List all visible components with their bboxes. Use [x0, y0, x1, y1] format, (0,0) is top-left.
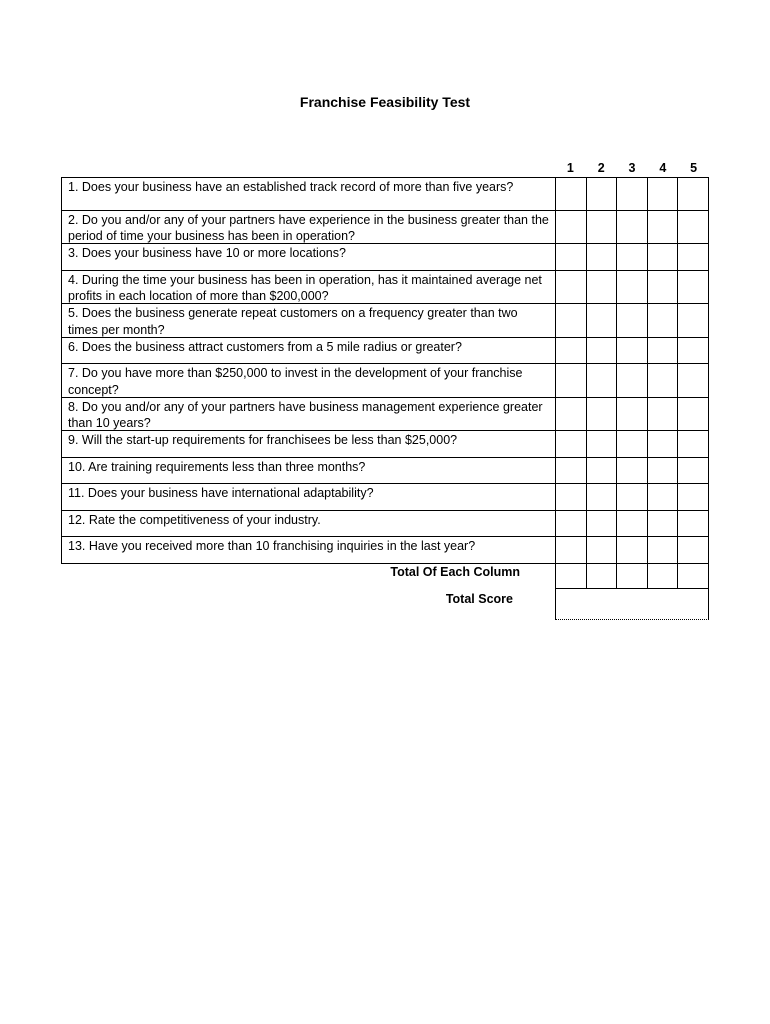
column-header-5: 5 [690, 161, 698, 175]
rating-cell-4[interactable] [648, 364, 679, 397]
rating-cell-5[interactable] [678, 458, 708, 484]
column-total-cells [555, 562, 709, 589]
column-total-cell-2[interactable] [587, 562, 618, 588]
rating-cell-2[interactable] [587, 364, 618, 397]
rating-cell-4[interactable] [648, 398, 679, 431]
rating-cells [556, 211, 708, 244]
column-header-4: 4 [659, 161, 667, 175]
rating-cell-3[interactable] [617, 431, 648, 457]
rating-cell-1[interactable] [556, 244, 587, 270]
rating-cell-3[interactable] [617, 178, 648, 210]
rating-cell-4[interactable] [648, 484, 679, 510]
rating-cells [556, 537, 708, 563]
rating-cell-5[interactable] [678, 304, 708, 337]
rating-cell-4[interactable] [648, 458, 679, 484]
question-table [61, 177, 709, 564]
rating-cell-1[interactable] [556, 431, 587, 457]
rating-cell-5[interactable] [678, 364, 708, 397]
column-total-cell-1[interactable] [556, 562, 587, 588]
question-row [61, 271, 709, 305]
question-text: 3. Does your business have 10 or more locations? [62, 244, 556, 270]
question-text: 6. Does the business attract customers from a 5 mile radius or greater? [62, 338, 556, 364]
rating-cells [556, 304, 708, 337]
column-header-2: 2 [597, 161, 605, 175]
rating-cell-4[interactable] [648, 244, 679, 270]
rating-cell-1[interactable] [556, 178, 587, 210]
column-header-1: 1 [566, 161, 574, 175]
rating-cell-5[interactable] [678, 484, 708, 510]
totals-section [61, 562, 709, 620]
rating-cells [556, 178, 708, 210]
rating-cell-2[interactable] [587, 338, 618, 364]
rating-cell-2[interactable] [587, 178, 618, 210]
question-text: 12. Rate the competitiveness of your industry. [62, 511, 556, 537]
question-row [61, 511, 709, 538]
total-of-each-column-label: Total Of Each Column [390, 565, 520, 579]
total-score-label: Total Score [445, 592, 513, 606]
question-text: 9. Will the start-up requirements for franchisees be less than $25,000? [62, 431, 556, 457]
rating-cell-4[interactable] [648, 431, 679, 457]
rating-cell-2[interactable] [587, 398, 618, 431]
question-row [61, 244, 709, 271]
rating-cell-5[interactable] [678, 431, 708, 457]
question-text: 10. Are training requirements less than three months? [62, 458, 556, 484]
rating-cells [556, 271, 708, 304]
rating-cell-5[interactable] [678, 398, 708, 431]
rating-cell-5[interactable] [678, 244, 708, 270]
rating-cell-2[interactable] [587, 511, 618, 537]
question-text: 7. Do you have more than $250,000 to invest in the development of your franchise concept? [62, 364, 556, 397]
question-text: 11. Does your business have international adaptability? [62, 484, 556, 510]
rating-cell-1[interactable] [556, 458, 587, 484]
column-header-3: 3 [628, 161, 636, 175]
rating-cell-1[interactable] [556, 211, 587, 244]
rating-cell-3[interactable] [617, 511, 648, 537]
rating-cell-1[interactable] [556, 484, 587, 510]
question-row [61, 211, 709, 245]
rating-cell-4[interactable] [648, 304, 679, 337]
rating-cell-4[interactable] [648, 271, 679, 304]
rating-cells [556, 398, 708, 431]
rating-cell-3[interactable] [617, 484, 648, 510]
rating-cell-2[interactable] [587, 304, 618, 337]
rating-cell-4[interactable] [648, 211, 679, 244]
rating-cell-2[interactable] [587, 271, 618, 304]
rating-cell-4[interactable] [648, 338, 679, 364]
question-text: 1. Does your business have an established track record of more than five years? [62, 178, 556, 210]
rating-cell-2[interactable] [587, 484, 618, 510]
question-row [61, 537, 709, 564]
rating-cell-2[interactable] [587, 458, 618, 484]
rating-cell-2[interactable] [587, 431, 618, 457]
rating-cell-3[interactable] [617, 211, 648, 244]
rating-cell-3[interactable] [617, 458, 648, 484]
rating-cell-1[interactable] [556, 271, 587, 304]
rating-cells [556, 338, 708, 364]
rating-cell-4[interactable] [648, 178, 679, 210]
column-total-cell-3[interactable] [617, 562, 648, 588]
rating-cell-5[interactable] [678, 211, 708, 244]
rating-cell-1[interactable] [556, 511, 587, 537]
rating-cells [556, 431, 708, 457]
rating-cell-5[interactable] [678, 537, 708, 563]
rating-cell-4[interactable] [648, 511, 679, 537]
question-text: 13. Have you received more than 10 franchising inquiries in the last year? [62, 537, 556, 563]
rating-cell-4[interactable] [648, 537, 679, 563]
column-total-cell-4[interactable] [648, 562, 679, 588]
rating-cell-1[interactable] [556, 304, 587, 337]
rating-cells [556, 364, 708, 397]
question-text: 4. During the time your business has been in operation, has it maintained average net profits in each location of more than $200,000? [62, 271, 556, 304]
rating-cell-3[interactable] [617, 398, 648, 431]
rating-cell-1[interactable] [556, 338, 587, 364]
rating-cell-3[interactable] [617, 271, 648, 304]
question-row [61, 338, 709, 365]
rating-cell-3[interactable] [617, 364, 648, 397]
question-row [61, 431, 709, 458]
rating-cell-5[interactable] [678, 338, 708, 364]
rating-column-headers [555, 160, 709, 176]
rating-cell-3[interactable] [617, 244, 648, 270]
rating-cell-5[interactable] [678, 511, 708, 537]
total-of-each-column-row [61, 562, 709, 589]
question-row [61, 458, 709, 485]
rating-cells [556, 458, 708, 484]
rating-cell-5[interactable] [678, 271, 708, 304]
page-title: Franchise Feasibility Test [299, 94, 471, 110]
rating-cell-5[interactable] [678, 178, 708, 210]
rating-cell-1[interactable] [556, 364, 587, 397]
question-text: 5. Does the business generate repeat customers on a frequency greater than two times per month? [62, 304, 556, 337]
rating-cell-1[interactable] [556, 398, 587, 431]
question-row [61, 304, 709, 338]
rating-cells [556, 511, 708, 537]
rating-cell-3[interactable] [617, 304, 648, 337]
rating-cell-2[interactable] [587, 244, 618, 270]
total-score-row [61, 589, 709, 620]
question-text: 2. Do you and/or any of your partners have experience in the business greater than the period of time your business has been in operation? [62, 211, 556, 244]
rating-cell-3[interactable] [617, 338, 648, 364]
rating-cells [556, 244, 708, 270]
column-total-cell-5[interactable] [678, 562, 708, 588]
question-row [61, 177, 709, 211]
question-row [61, 364, 709, 398]
total-score-box[interactable] [555, 589, 709, 620]
rating-cell-2[interactable] [587, 537, 618, 563]
rating-cell-2[interactable] [587, 211, 618, 244]
rating-cell-3[interactable] [617, 537, 648, 563]
question-row [61, 398, 709, 432]
rating-cells [556, 484, 708, 510]
rating-cell-1[interactable] [556, 537, 587, 563]
question-row [61, 484, 709, 511]
question-text: 8. Do you and/or any of your partners have business management experience greater than 10 years? [62, 398, 556, 431]
